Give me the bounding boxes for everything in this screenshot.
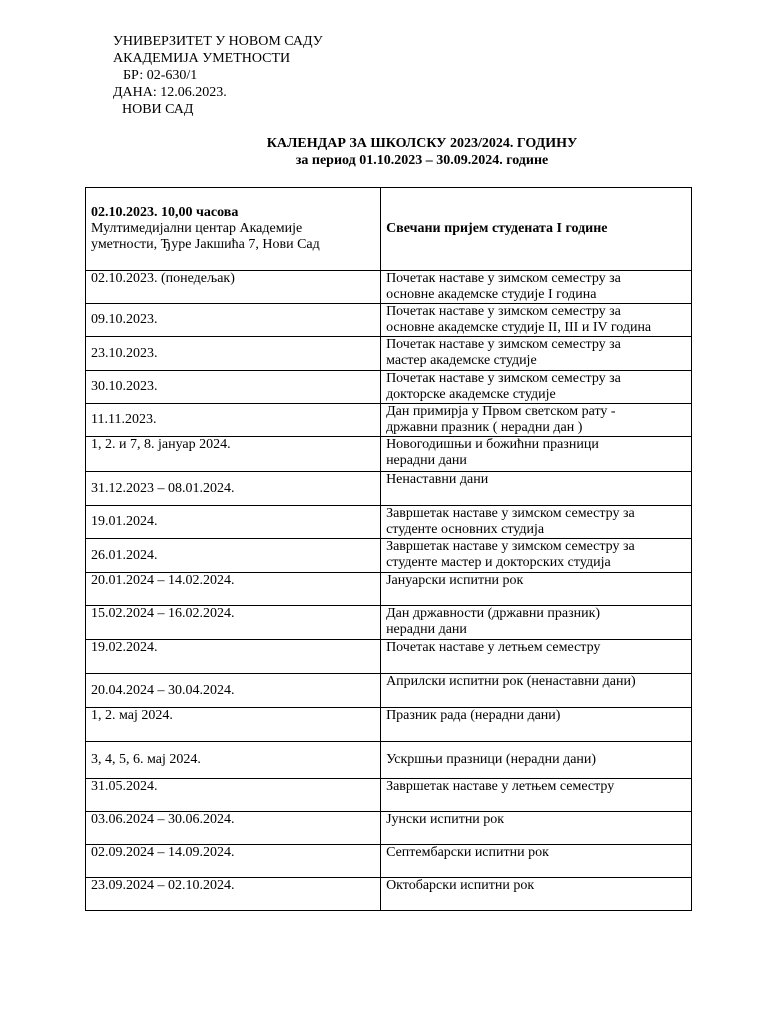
event-date: 23.09.2024 – 02.10.2024. xyxy=(91,878,235,893)
event-cell xyxy=(381,271,692,304)
date-cell xyxy=(86,337,381,371)
calendar-title xyxy=(0,135,768,169)
calendar-period-line: за период 01.10.2023 – 30.09.2024. године xyxy=(295,153,549,168)
date-cell xyxy=(86,437,381,472)
date-cell xyxy=(86,742,381,779)
academy-name: АКАДЕМИЈА УМЕТНОСТИ xyxy=(113,51,291,66)
event-cell xyxy=(381,779,692,812)
table-row xyxy=(86,304,692,337)
date-cell xyxy=(86,573,381,606)
date-cell xyxy=(86,271,381,304)
event-cell xyxy=(381,371,692,404)
date-cell xyxy=(86,878,381,911)
event-date: 19.01.2024. xyxy=(91,514,158,529)
table-row xyxy=(86,573,692,606)
event-description-continued: мастер академске студије xyxy=(386,353,537,368)
table-row xyxy=(86,271,692,304)
event-cell xyxy=(381,845,692,878)
table-row xyxy=(86,640,692,674)
date-cell xyxy=(86,845,381,878)
table-row xyxy=(86,337,692,371)
date-cell xyxy=(86,304,381,337)
date-cell xyxy=(86,506,381,539)
event-cell xyxy=(381,404,692,437)
event-date: 3, 4, 5, 6. мај 2024. xyxy=(91,752,201,767)
event-description: Завршетак наставе у зимском семестру за xyxy=(386,506,635,521)
event-cell xyxy=(381,606,692,640)
event-description: Новогодишњи и божићни празници xyxy=(386,437,599,452)
date-cell xyxy=(86,708,381,742)
date-cell xyxy=(86,674,381,708)
event-description: Октобарски испитни рок xyxy=(386,878,535,893)
event-cell xyxy=(381,506,692,539)
event-cell xyxy=(381,708,692,742)
reception-place-line: Мултимедијални центар Академије xyxy=(91,221,303,236)
event-date: 20.01.2024 – 14.02.2024. xyxy=(91,573,235,588)
date-cell xyxy=(86,812,381,845)
event-description-continued: студенте мастер и докторских студија xyxy=(386,555,611,570)
table-row xyxy=(86,708,692,742)
document-city: НОВИ САД xyxy=(122,102,194,117)
event-date: 02.09.2024 – 14.09.2024. xyxy=(91,845,235,860)
event-description: Септембарски испитни рок xyxy=(386,845,549,860)
table-row xyxy=(86,742,692,779)
date-cell xyxy=(86,606,381,640)
event-cell xyxy=(381,304,692,337)
calendar-title-line: КАЛЕНДАР ЗА ШКОЛСКУ 2023/2024. ГОДИНУ xyxy=(266,136,578,151)
date-cell xyxy=(86,640,381,674)
table-row xyxy=(86,674,692,708)
event-description-continued: државни празник ( нерадни дан ) xyxy=(386,420,583,435)
event-description-continued: студенте основних студија xyxy=(386,522,545,537)
event-description: Почетак наставе у зимском семестру за xyxy=(386,271,621,286)
event-date: 03.06.2024 – 30.06.2024. xyxy=(91,812,235,827)
event-description: Завршетак наставе у летњем семестру xyxy=(386,779,615,794)
event-description: Празник рада (нерадни дани) xyxy=(386,708,561,723)
date-cell xyxy=(86,779,381,812)
event-description: Априлски испитни рок (ненаставни дани) xyxy=(386,674,636,689)
event-description: Дан примирја у Првом светском рату - xyxy=(386,404,616,419)
event-description-continued: нерадни дани xyxy=(386,622,467,637)
table-row xyxy=(86,845,692,878)
event-cell xyxy=(381,812,692,845)
table-row xyxy=(86,404,692,437)
university-name: УНИВЕРЗИТЕТ У НОВОМ САДУ xyxy=(113,34,323,49)
event-date: 31.05.2024. xyxy=(91,779,158,794)
document-date: ДАНА: 12.06.2023. xyxy=(113,85,227,100)
event-date: 19.02.2024. xyxy=(91,640,158,655)
date-cell xyxy=(86,539,381,573)
table-row xyxy=(86,606,692,640)
event-date: 26.01.2024. xyxy=(91,547,158,563)
event-date: 23.10.2023. xyxy=(91,345,158,361)
event-cell xyxy=(381,878,692,911)
table-row xyxy=(86,506,692,539)
event-date: 30.10.2023. xyxy=(91,379,158,394)
event-cell xyxy=(381,472,692,506)
event-description-continued: нерадни дани xyxy=(386,453,467,468)
date-cell xyxy=(86,472,381,506)
event-description: Јануарски испитни рок xyxy=(386,573,524,588)
table-row xyxy=(86,539,692,573)
event-date: 31.12.2023 – 08.01.2024. xyxy=(91,480,235,496)
document-number: БР: 02-630/1 xyxy=(123,68,198,83)
event-date: 09.10.2023. xyxy=(91,312,158,327)
event-description-continued: докторске академске студије xyxy=(386,387,556,402)
event-description-continued: основне академске студије II, III и IV година xyxy=(386,320,652,335)
event-date: 1, 2. и 7, 8. јануар 2024. xyxy=(91,437,231,452)
event-description: Ненаставни дани xyxy=(386,472,489,487)
event-cell xyxy=(381,742,692,779)
reception-date: 02.10.2023. 10,00 часова xyxy=(91,205,239,220)
event-description: Почетак наставе у зимском семестру за xyxy=(386,304,621,319)
table-row xyxy=(86,188,692,271)
calendar-table xyxy=(85,187,692,911)
event-date: 1, 2. мај 2024. xyxy=(91,708,173,723)
event-cell xyxy=(381,539,692,573)
reception-event: Свечани пријем студената I године xyxy=(386,221,608,236)
event-description: Почетак наставе у зимском семестру за xyxy=(386,371,621,386)
event-description: Јунски испитни рок xyxy=(386,812,505,827)
event-description: Почетак наставе у зимском семестру за xyxy=(386,337,621,352)
event-description: Почетак наставе у летњем семестру xyxy=(386,640,601,655)
date-cell xyxy=(86,371,381,404)
date-cell xyxy=(86,188,381,271)
event-cell xyxy=(381,188,692,271)
table-row xyxy=(86,812,692,845)
event-cell xyxy=(381,337,692,371)
table-row xyxy=(86,878,692,911)
table-row xyxy=(86,437,692,472)
event-cell xyxy=(381,674,692,708)
table-row xyxy=(86,371,692,404)
event-date: 20.04.2024 – 30.04.2024. xyxy=(91,682,235,698)
event-cell xyxy=(381,640,692,674)
event-description: Завршетак наставе у зимском семестру за xyxy=(386,539,635,554)
document-header xyxy=(113,33,323,118)
table-row xyxy=(86,779,692,812)
event-date: 02.10.2023. (понедељак) xyxy=(91,271,235,286)
event-date: 15.02.2024 – 16.02.2024. xyxy=(91,606,235,621)
event-cell xyxy=(381,573,692,606)
event-cell xyxy=(381,437,692,472)
event-description: Ускршњи празници (нерадни дани) xyxy=(386,752,597,767)
event-description-continued: основне академске студије I година xyxy=(386,287,597,302)
date-cell xyxy=(86,404,381,437)
event-description: Дан државности (државни празник) xyxy=(386,606,601,621)
event-date: 11.11.2023. xyxy=(91,412,157,427)
table-row xyxy=(86,472,692,506)
reception-place-line: уметности, Ђуре Јакшића 7, Нови Сад xyxy=(91,237,320,252)
